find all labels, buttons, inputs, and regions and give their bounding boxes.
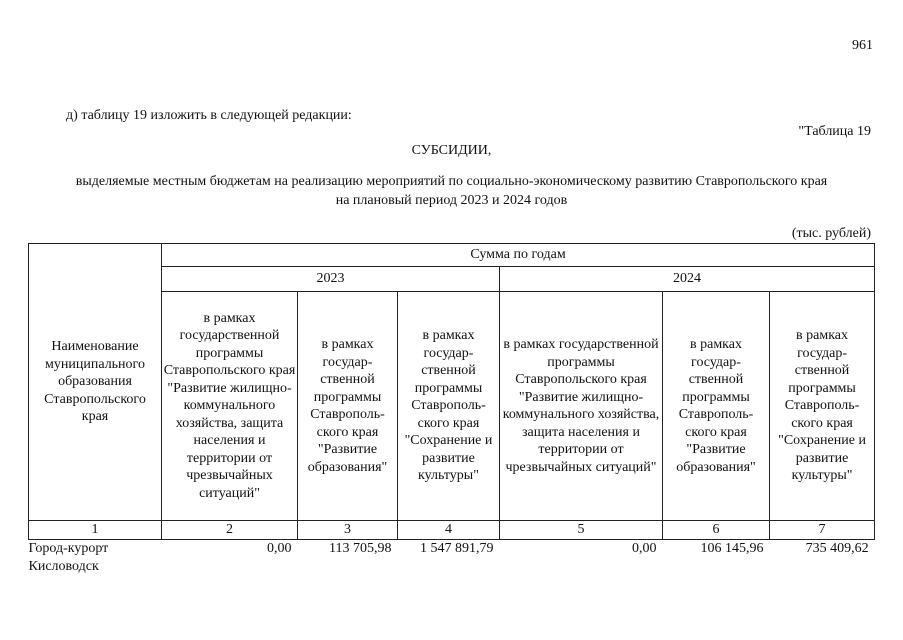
column-number: 6 [663,521,770,540]
subsidy-table [28,243,875,576]
value-cell: 0,00 [632,540,657,556]
value-cell: 0,00 [267,540,292,556]
column-header-housing-2023: в рамках государственной программы Ставропольского края "Развитие жилищно-коммунального хозяйства, защита населения и территории от чрезвычайных ситуаций" [162,292,298,521]
page-number: 961 [852,38,873,53]
column-number: 1 [29,521,162,540]
year-header-2023: 2023 [162,267,500,292]
subtitle-line-1: выделяемые местным бюджетам на реализацию мероприятий по социально-экономическому развитию Ставропольского края [75,174,828,189]
subtitle-line-2: на плановый период 2023 и 2024 годов [335,193,568,208]
column-header-culture-2023: в рамках государ-ственной программы Ставрополь-ского края "Сохранение и развитие культуры" [398,292,500,521]
column-number: 7 [770,521,875,540]
amendment-instruction: д) таблицу 19 изложить в следующей редакции: [66,108,352,123]
table-label: "Таблица 19 [798,124,871,139]
column-header-housing-2024: в рамках государственной программы Ставропольского края "Развитие жилищно-коммунального хозяйства, защита населения и территории от чрезвычайных ситуаций" [500,292,663,521]
sum-by-years-header: Сумма по годам [162,244,875,267]
column-header-culture-2024: в рамках государ-ственной программы Ставрополь-ского края "Сохранение и развитие культуры" [770,292,875,521]
column-number: 5 [500,521,663,540]
value-cell: 113 705,98 [329,540,392,556]
municipality-name: Город-курорт Кисловодск [28,540,109,574]
column-header-education-2023: в рамках государ-ственной программы Ставрополь-ского края "Развитие образования" [298,292,398,521]
value-cell: 735 409,62 [805,540,869,556]
table-row [29,539,875,576]
column-number: 3 [298,521,398,540]
column-number: 2 [162,521,298,540]
column-number: 4 [398,521,500,540]
column-header-education-2024: в рамках государ-ственной программы Ставрополь-ского края "Развитие образования" [663,292,770,521]
municipality-name-header: Наименование муниципального образования Ставропольского края [29,244,162,521]
value-cell: 106 145,96 [700,540,764,556]
value-cell: 1 547 891,79 [420,540,494,556]
units-label: (тыс. рублей) [791,226,871,241]
year-header-2024: 2024 [500,267,875,292]
document-subtitle [30,172,873,210]
document-title: СУБСИДИИ, [411,143,492,158]
